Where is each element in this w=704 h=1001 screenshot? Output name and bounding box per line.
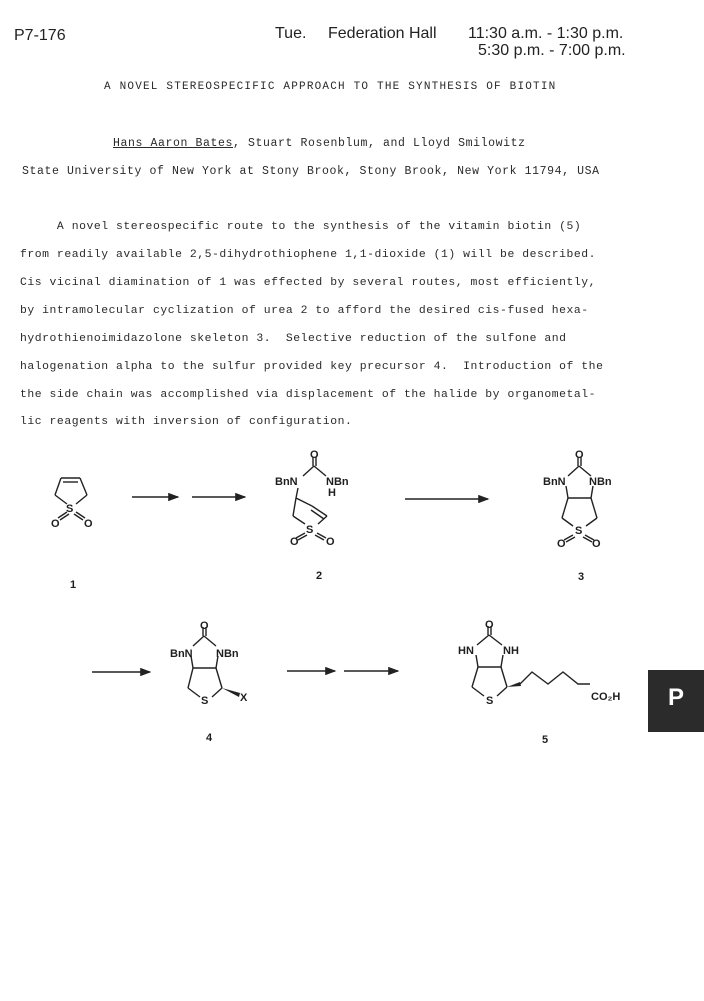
- affiliation: State University of New York at Stony Brook, Stony Brook, New York 11794, USA: [22, 165, 600, 178]
- abstract-title: A NOVEL STEREOSPECIFIC APPROACH TO THE SYNTHESIS OF BIOTIN: [104, 81, 557, 93]
- atom-label: NBn: [216, 648, 239, 660]
- compound-4-structure: [188, 627, 240, 697]
- author-line: [113, 137, 526, 150]
- session-time-2: 5:30 p.m. - 7:00 p.m.: [478, 42, 626, 59]
- section-tab-letter: P: [667, 684, 684, 711]
- atom-label: S: [66, 503, 74, 515]
- atom-label: BnN: [275, 476, 298, 488]
- atom-label: X: [240, 692, 248, 704]
- atom-label: HN: [458, 645, 474, 657]
- abstract-line: lic reagents with inversion of configuration.: [20, 416, 353, 428]
- atom-label: O: [557, 538, 566, 550]
- abstract-line: hydrothienoimidazolone skeleton 3. Selective reduction of the sulfone and: [20, 333, 567, 345]
- session-day: Tue.: [275, 25, 307, 42]
- atom-label: BnN: [170, 648, 193, 660]
- abstract-line: halogenation alpha to the sulfur provided key precursor 4. Introduction of the: [20, 361, 604, 373]
- atom-label: H: [328, 487, 336, 499]
- reaction-scheme: [0, 440, 704, 760]
- atom-label: NBn: [326, 476, 349, 488]
- atom-label: CO₂H: [591, 691, 621, 703]
- atom-label: S: [486, 695, 494, 707]
- atom-label: S: [306, 524, 314, 536]
- compound-number-4: 4: [206, 732, 213, 744]
- atom-label: NBn: [589, 476, 612, 488]
- poster-code: P7-176: [14, 27, 66, 44]
- compound-number-2: 2: [316, 570, 323, 582]
- atom-label: O: [310, 449, 319, 461]
- atom-label: O: [575, 449, 584, 461]
- section-tab: [648, 670, 704, 732]
- atom-label: O: [84, 518, 93, 530]
- compound-number-1: 1: [70, 579, 77, 591]
- presenting-author: Hans Aaron Bates: [113, 137, 234, 150]
- atom-label: O: [290, 536, 299, 548]
- co-authors: , Stuart Rosenblum, and Lloyd Smilowitz: [233, 137, 526, 150]
- atom-label: NH: [503, 645, 519, 657]
- atom-label: O: [200, 620, 209, 632]
- atom-label: O: [51, 518, 60, 530]
- abstract-line: Cis vicinal diamination of 1 was effected by several routes, most efficiently,: [20, 277, 597, 289]
- atom-label: S: [575, 525, 583, 537]
- session-time-1: 11:30 a.m. - 1:30 p.m.: [468, 25, 624, 42]
- session-venue: Federation Hall: [328, 25, 437, 42]
- abstract-line: A novel stereospecific route to the synthesis of the vitamin biotin (5): [20, 221, 582, 233]
- atom-label: O: [485, 619, 494, 631]
- compound-number-5: 5: [542, 734, 549, 746]
- atom-label: S: [201, 695, 209, 707]
- compound-5-structure: [472, 626, 590, 696]
- atom-label: O: [326, 536, 335, 548]
- abstract-line: by intramolecular cyclization of urea 2 to afford the desired cis-fused hexa-: [20, 305, 589, 317]
- atom-label: O: [592, 538, 601, 550]
- compound-number-3: 3: [578, 571, 585, 583]
- atom-label: BnN: [543, 476, 566, 488]
- abstract-line: from readily available 2,5-dihydrothiophene 1,1-dioxide (1) will be described.: [20, 249, 597, 261]
- abstract-line: the side chain was accomplished via displacement of the halide by organometal-: [20, 389, 597, 401]
